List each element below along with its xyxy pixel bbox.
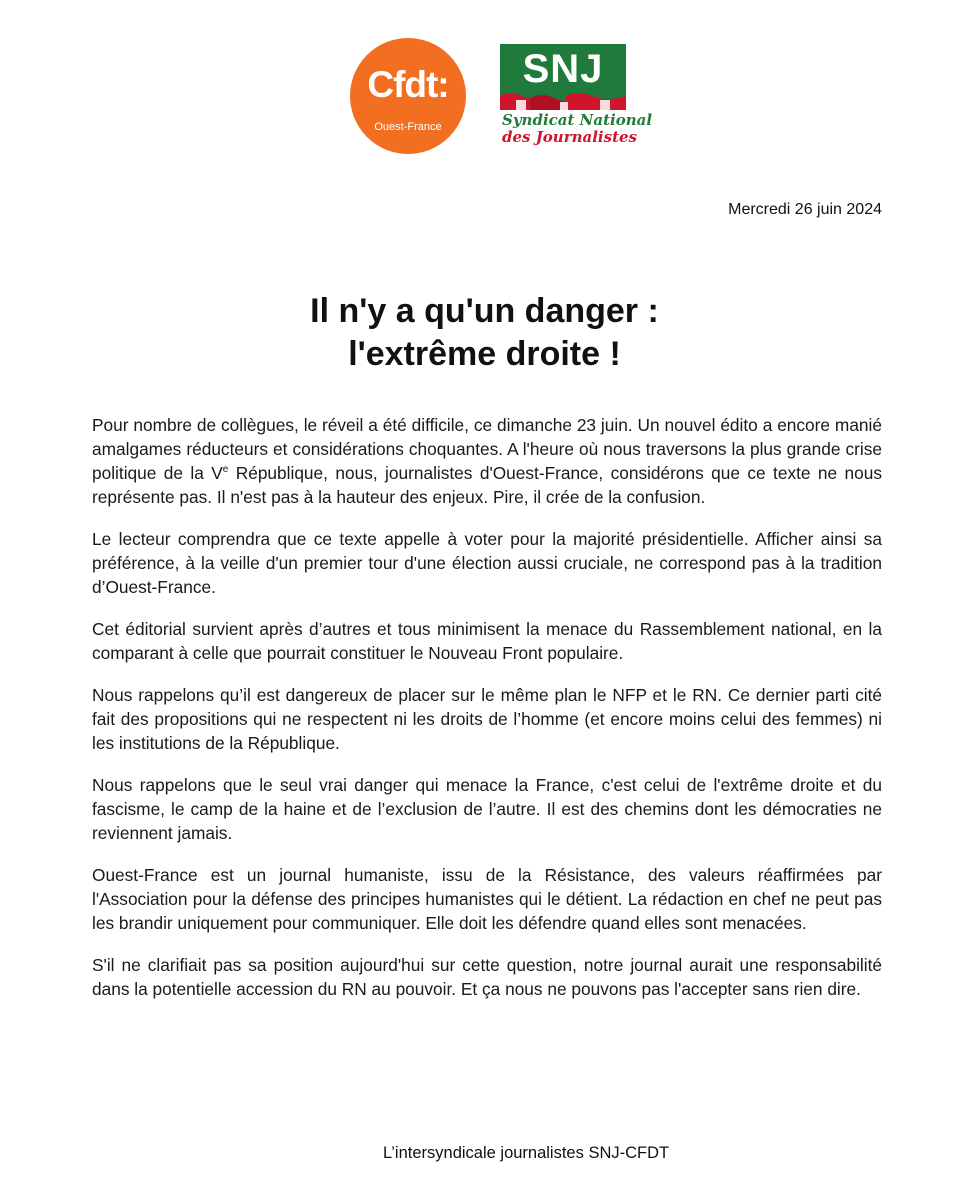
document-title (0, 290, 969, 376)
paragraph-1-superscript: e (222, 464, 229, 476)
paragraph-6: Ouest-France est un journal humaniste, issu de la Résistance, des valeurs réaffirmées par l'Association pour la défense des principes humanistes qui le détient. La rédaction en chef ne peut pas les brandir uniquement pour communiquer. Elle doit les défendre quand elles sont menacées. (92, 865, 882, 933)
header-logos (350, 38, 653, 158)
paragraph-7: S'il ne clarifiait pas sa position aujourd'hui sur cette question, notre journal aurait une responsabilité dans la potentielle accession du RN au pouvoir. Et ça nous ne pouvons pas l'accepter sans rien dire. (92, 955, 882, 999)
snj-logo-box (500, 44, 626, 110)
snj-flags-icon (500, 88, 626, 110)
signature: L’intersyndicale journalistes SNJ-CFDT (383, 1144, 670, 1162)
snj-tagline-line1: Syndicat National (502, 111, 653, 129)
document-date: Mercredi 26 juin 2024 (728, 201, 882, 218)
paragraph-4: Nous rappelons qu’il est dangereux de placer sur le même plan le NFP et le RN. Ce dernier parti cité fait des propositions qui ne respectent ni les droits de l’homme (et encore moins celui des femmes) ni les institutions de la République. (92, 685, 882, 753)
title-line-1: Il n'y a qu'un danger : (310, 292, 659, 330)
paragraph-3: Cet éditorial survient après d’autres et tous minimisent la menace du Rassemblement national, en la comparant à celle que pourrait constituer le Nouveau Front populaire. (92, 619, 882, 663)
snj-logo-name: SNJ (522, 47, 604, 91)
cfdt-logo-name: Cfdt: (367, 64, 449, 105)
document-body (92, 413, 882, 1019)
snj-tagline (502, 111, 653, 146)
paragraph-1-part-2: République, nous, journalistes d'Ouest-France, considérons que ce texte ne nous représente pas. Il n'est pas à la hauteur des enjeux. Pire, il crée de la confusion. (92, 463, 882, 507)
paragraph-2: Le lecteur comprendra que ce texte appelle à voter pour la majorité présidentielle. Afficher ainsi sa préférence, à la veille d'un premier tour d'une élection aussi cruciale, ne correspond pas à la tradition d’Ouest-France. (92, 529, 882, 597)
cfdt-logo-subtitle: Ouest-France (374, 121, 442, 133)
snj-tagline-line2: des Journalistes (502, 128, 637, 146)
cfdt-logo (350, 38, 466, 154)
paragraph-1-part-1: Pour nombre de collègues, le réveil a été difficile, ce dimanche 23 juin. Un nouvel édito a encore manié amalgames réducteurs et considérations choquantes. A l'heure où nous traversons la plus grande crise politique de la V (92, 415, 882, 483)
snj-logo (500, 44, 653, 158)
paragraph-1 (92, 413, 882, 509)
paragraph-5: Nous rappelons que le seul vrai danger qui menace la France, c'est celui de l'extrême droite et du fascisme, le camp de la haine et de l’exclusion de l’autre. Il est des chemins dont les démocraties ne reviennent jamais. (92, 775, 882, 843)
title-line-2: l'extrême droite ! (348, 335, 621, 373)
